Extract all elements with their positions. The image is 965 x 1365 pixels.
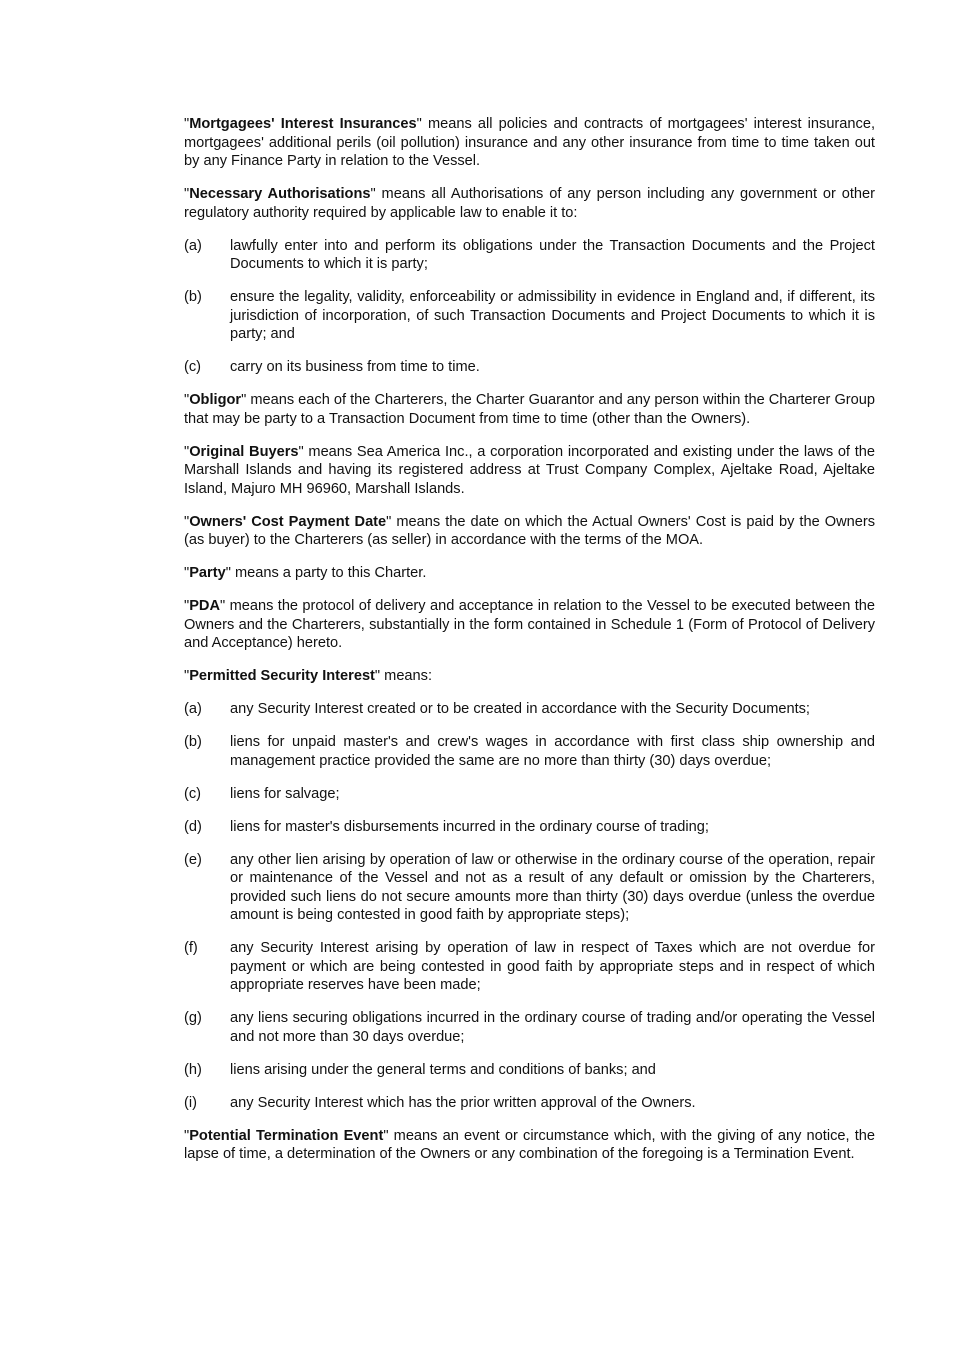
term: Owners' Cost Payment Date [189, 513, 387, 530]
list-item: (f) any Security Interest arising by operation of law in respect of Taxes which are not overdue for payment or which are being contested in good faith by appropriate steps and in respect of which appropriate reserves have been made; [184, 940, 875, 993]
list-item: (g) any liens securing obligations incurred in the ordinary course of trading and/or operating the Vessel and not more than 30 days overdue; [184, 1010, 875, 1045]
list-item: (c) liens for salvage; [184, 785, 340, 802]
definition-permitted-security-interest: "Permitted Security Interest" means: [184, 668, 433, 684]
term: Permitted Security Interest [189, 668, 375, 684]
list-item: (b) liens for unpaid master's and crew's wages in accordance with first class ship ownership and management practice provided the same are no more than thirty (30) days overdue; [184, 734, 875, 769]
list-item: (c) carry on its business from time to time. [184, 359, 480, 375]
definition-party: "Party" means a party to this Charter. [184, 565, 427, 581]
list-item: (a) lawfully enter into and perform its obligations under the Transaction Documents and the Project Documents to which it is party; [184, 237, 875, 272]
list-item: (d) liens for master's disbursements incurred in the ordinary course of trading; [184, 818, 709, 835]
definition-original-buyers: "Original Buyers" means Sea America Inc., a corporation incorporated and existing under the laws of the Marshall Islands and having its registered address at Trust Company Complex, Ajeltake Road, Ajeltake Island, Majuro MH 96960, Marshall Islands. [184, 443, 875, 497]
term: Obligor [189, 392, 242, 408]
definition-necessary-authorisations: "Necessary Authorisations" means all Authorisations of any person including any government or other regulatory authority required by applicable law to enable it to: [184, 186, 875, 221]
list-item: (i) any Security Interest which has the prior written approval of the Owners. [184, 1094, 696, 1111]
definition-potential-termination-event: "Potential Termination Event" means an event or circumstance which, with the giving of any notice, the lapse of time, a determination of the Owners or any combination of the foregoing is a Termination Event. [184, 1127, 876, 1162]
definition-mortgagees-interest-insurances: "Mortgagees' Interest Insurances" means all policies and contracts of mortgagees' interest insurance, mortgagees' additional perils (oil pollution) insurance and any other insurance from time to time taken out by any Finance Party in relation to the Vessel. [184, 116, 875, 169]
list-item: (b) ensure the legality, validity, enforceability or admissibility in evidence in England and, if different, its jurisdiction of incorporation, of such Transaction Documents and Project Documents to which it is party; and [184, 289, 875, 342]
term: Original Buyers [189, 443, 299, 460]
term: Potential Termination Event [189, 1127, 384, 1144]
definition-pda: "PDA" means the protocol of delivery and acceptance in relation to the Vessel to be executed between the Owners and the Charterers, substantially in the form contained in Schedule 1 (Form of Protocol of Delivery and Acceptance) hereto. [184, 598, 875, 651]
definition-owners-cost-payment-date: "Owners' Cost Payment Date" means the date on which the Actual Owners' Cost is paid by the Owners (as buyer) to the Charterers (as seller) in accordance with the terms of the MOA. [184, 513, 876, 548]
list-item: (e) any other lien arising by operation of law or otherwise in the ordinary course of the operation, repair or maintenance of the Vessel and not as a result of any default or omission by the Charterers, provided such liens do not secure amounts more than thirty (30) days overdue (unless the overdue amount is being contested in good faith by appropriate steps); [184, 851, 875, 923]
document-page [184, 115, 875, 1178]
term: Party [189, 565, 226, 581]
definition-obligor: "Obligor" means each of the Charterers, the Charter Guarantor and any person within the Charterer Group that may be party to a Transaction Document from time to time (other than the Owners). [184, 392, 875, 427]
term: Necessary Authorisations [189, 186, 371, 202]
term: Mortgagees' Interest Insurances [189, 116, 417, 132]
term: PDA [189, 598, 220, 614]
list-item: (h) liens arising under the general terms and conditions of banks; and [184, 1061, 656, 1078]
list-item: (a) any Security Interest created or to be created in accordance with the Security Documents; [184, 701, 810, 717]
